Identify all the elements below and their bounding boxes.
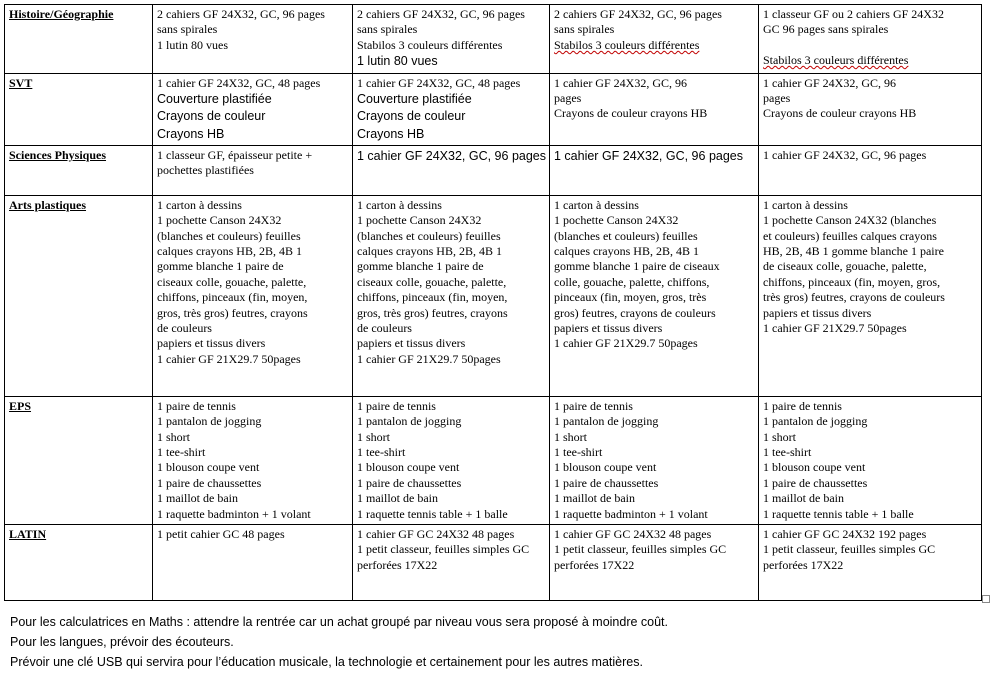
supply-line: 1 pantalon de jogging	[157, 414, 262, 429]
subject-cell: Histoire/Géographie	[5, 5, 153, 74]
supply-cell	[353, 5, 550, 74]
supply-line: 1 petit classeur, feuilles simples GC	[554, 542, 727, 557]
supply-cell	[353, 195, 550, 396]
supply-line: 1 maillot de bain	[554, 491, 635, 506]
supply-line: gomme blanche 1 paire de	[157, 259, 284, 274]
supply-cell	[550, 525, 759, 601]
table-row	[5, 5, 982, 74]
supply-line: (blanches et couleurs) feuilles	[157, 228, 301, 243]
supply-line: 1 maillot de bain	[357, 491, 438, 506]
supply-line: Couverture plastifiée	[157, 91, 272, 106]
supply-line: 2 cahiers GF 24X32, GC, 96 pages	[357, 7, 525, 21]
supply-line: 1 cahier GF 21X29.7 50pages	[157, 351, 301, 366]
supply-line: 1 cahier GF 24X32, GC, 48 pages	[357, 75, 521, 90]
supply-line: 1 petit cahier GC 48 pages	[157, 527, 285, 542]
blank-line	[763, 38, 977, 53]
supply-line: Crayons de couleur	[157, 109, 266, 124]
supply-line: 1 paire de chaussettes	[357, 475, 462, 490]
supply-line: gros) feutres, crayons de couleurs	[554, 305, 716, 320]
supply-line: perforées 17X22	[357, 557, 438, 572]
subject-cell: SVT	[5, 73, 153, 145]
supply-line: 1 cahier GF GC 24X32 48 pages	[357, 527, 515, 542]
supply-line: gros, très gros) feutres, crayons	[357, 305, 508, 320]
supply-line: (blanches et couleurs) feuilles	[357, 228, 501, 243]
supply-line: chiffons, pinceaux (fin, moyen,	[357, 290, 508, 305]
supply-line: 2 cahiers GF 24X32, GC, 96 pages	[157, 7, 325, 21]
supply-cell	[759, 145, 982, 195]
notes-block	[10, 612, 668, 672]
supply-line: 1 short	[357, 429, 390, 444]
supply-line: 1 paire de tennis	[357, 398, 436, 413]
subject-cell: EPS	[5, 396, 153, 524]
supply-line: 1 paire de tennis	[554, 398, 633, 413]
table-row	[5, 396, 982, 524]
supply-line: GC 96 pages sans spirales	[763, 22, 889, 37]
supply-line: 1 carton à dessins	[357, 197, 442, 212]
supply-cell	[353, 73, 550, 145]
supply-line: très gros) feutres, crayons de couleurs	[763, 290, 945, 305]
supply-line: sans spirales	[554, 22, 615, 37]
supply-line: 1 paire de chaussettes	[554, 475, 659, 490]
supply-line: 1 lutin 80 vues	[357, 54, 438, 69]
supply-line: papiers et tissus divers	[763, 305, 872, 320]
supply-line: Crayons HB	[157, 126, 225, 141]
supply-line: Stabilos 3 couleurs différentes	[763, 53, 909, 68]
supply-cell	[153, 396, 353, 524]
supply-line: 1 cahier GF 24X32, GC, 48 pages	[157, 75, 321, 90]
supply-cell	[153, 195, 353, 396]
supply-line: 1 raquette badminton + 1 volant	[554, 506, 708, 521]
table-row	[5, 195, 982, 396]
supply-line: 1 cahier GF GC 24X32 192 pages	[763, 527, 927, 542]
supply-cell	[153, 145, 353, 195]
supply-line: pinceaux (fin, moyen, gros, très	[554, 290, 707, 305]
supply-cell	[353, 525, 550, 601]
supply-line: colle, gouache, palette, chiffons,	[554, 274, 710, 289]
supply-line: 1 paire de tennis	[763, 398, 842, 413]
supply-line: 1 petit classeur, feuilles simples GC	[357, 542, 530, 557]
supply-line: 1 raquette tennis table + 1 balle	[763, 506, 914, 521]
supply-line: sans spirales	[157, 22, 218, 37]
supply-line: Stabilos 3 couleurs différentes	[554, 37, 700, 52]
supply-line: 1 raquette tennis table + 1 balle	[357, 506, 508, 521]
supply-line: 1 blouson coupe vent	[157, 460, 260, 475]
supply-line: 1 pochette Canson 24X32	[554, 213, 679, 228]
supply-line: 1 tee-shirt	[763, 445, 812, 460]
supply-line: 1 cahier GF 24X32, GC, 96 pages	[554, 148, 743, 163]
supply-line: 1 cahier GF 21X29.7 50pages	[357, 351, 501, 366]
supply-line: pages	[554, 90, 582, 105]
supply-cell	[153, 5, 353, 74]
note-headphones: Pour les langues, prévoir des écouteurs.	[10, 635, 234, 649]
supply-line: 1 blouson coupe vent	[554, 460, 657, 475]
supply-line: 1 maillot de bain	[157, 491, 238, 506]
supply-line: 1 carton à dessins	[763, 197, 848, 212]
note-calculators: Pour les calculatrices en Maths : attendre la rentrée car un achat groupé par niveau vous sera proposé à moindre coût.	[10, 615, 669, 629]
supply-line: Crayons de couleur crayons HB	[763, 106, 917, 121]
supply-line: 1 cahier GF 24X32, GC, 96	[554, 75, 687, 90]
supply-cell	[759, 5, 982, 74]
supply-line: 1 blouson coupe vent	[763, 460, 866, 475]
supply-line: HB, 2B, 4B 1 gomme blanche 1 paire	[763, 244, 944, 259]
supply-cell	[550, 195, 759, 396]
supply-line: 1 tee-shirt	[357, 445, 406, 460]
supply-line: gomme blanche 1 paire de	[357, 259, 484, 274]
supply-line: 1 petit classeur, feuilles simples GC	[763, 542, 936, 557]
supply-line: calques crayons HB, 2B, 4B 1	[157, 244, 302, 259]
supply-cell	[759, 195, 982, 396]
table-row	[5, 525, 982, 601]
supply-line: 1 pochette Canson 24X32	[157, 213, 282, 228]
supply-line: Crayons HB	[357, 126, 425, 141]
supply-line: chiffons, pinceaux (fin, moyen, gros,	[763, 274, 941, 289]
supply-line: 1 cahier GF 24X32, GC, 96	[763, 75, 896, 90]
supply-line: perforées 17X22	[763, 557, 844, 572]
supply-line: 1 pochette Canson 24X32	[357, 213, 482, 228]
supply-line: 1 paire de tennis	[157, 398, 236, 413]
supply-cell	[153, 73, 353, 145]
supply-line: perforées 17X22	[554, 557, 635, 572]
supply-line: 1 lutin 80 vues	[157, 37, 228, 52]
supply-line: 1 maillot de bain	[763, 491, 844, 506]
supply-line: 1 blouson coupe vent	[357, 460, 460, 475]
supply-line: 1 carton à dessins	[554, 197, 639, 212]
supply-cell	[550, 5, 759, 74]
supply-cell	[759, 396, 982, 524]
supply-line: 1 paire de chaussettes	[157, 475, 262, 490]
subject-cell: Arts plastiques	[5, 195, 153, 396]
supply-line: 1 carton à dessins	[157, 197, 242, 212]
supply-line: 1 short	[157, 429, 190, 444]
supply-line: 1 pochette Canson 24X32 (blanches	[763, 213, 937, 228]
subject-cell: Sciences Physiques	[5, 145, 153, 195]
supply-cell	[353, 145, 550, 195]
supply-line: de couleurs	[357, 321, 412, 336]
supply-line: 1 pantalon de jogging	[357, 414, 462, 429]
supply-line: 1 pantalon de jogging	[554, 414, 659, 429]
supply-line: 1 cahier GF 24X32, GC, 96 pages	[357, 148, 546, 163]
supply-line: et couleurs) feuilles calques crayons	[763, 228, 937, 243]
supply-line: calques crayons HB, 2B, 4B 1	[554, 244, 699, 259]
supply-line: de couleurs	[157, 321, 212, 336]
supply-line: Crayons de couleur crayons HB	[554, 106, 708, 121]
supply-line: 1 raquette badminton + 1 volant	[157, 506, 311, 521]
supply-line: 1 cahier GF 21X29.7 50pages	[763, 321, 907, 336]
supply-line: pochettes plastifiées	[157, 163, 254, 178]
supply-line: 1 pantalon de jogging	[763, 414, 868, 429]
supply-line: 1 short	[554, 429, 587, 444]
supply-line: 2 cahiers GF 24X32, GC, 96 pages	[554, 7, 722, 21]
supply-line: papiers et tissus divers	[157, 336, 266, 351]
supply-line: 1 cahier GF 24X32, GC, 96 pages	[763, 147, 927, 162]
supply-line: (blanches et couleurs) feuilles	[554, 228, 698, 243]
supply-line: calques crayons HB, 2B, 4B 1	[357, 244, 502, 259]
supply-line: Couverture plastifiée	[357, 91, 472, 106]
table-row	[5, 145, 982, 195]
supply-line: gomme blanche 1 paire de ciseaux	[554, 259, 720, 274]
supply-line: 1 classeur GF ou 2 cahiers GF 24X32	[763, 7, 944, 21]
supply-cell	[550, 73, 759, 145]
supply-line: 1 cahier GF 21X29.7 50pages	[554, 336, 698, 351]
supply-cell	[759, 525, 982, 601]
supply-line: 1 short	[763, 429, 796, 444]
supply-line: papiers et tissus divers	[554, 321, 663, 336]
supply-cell	[550, 396, 759, 524]
supply-line: de ciseaux colle, gouache, palette,	[763, 259, 927, 274]
subject-cell: LATIN	[5, 525, 153, 601]
table-row	[5, 73, 982, 145]
supply-cell	[153, 525, 353, 601]
supply-line: chiffons, pinceaux (fin, moyen,	[157, 290, 308, 305]
supply-line: 1 tee-shirt	[554, 445, 603, 460]
supply-line: 1 tee-shirt	[157, 445, 206, 460]
supply-line: papiers et tissus divers	[357, 336, 466, 351]
supply-line: ciseaux colle, gouache, palette,	[157, 274, 307, 289]
supply-line: pages	[763, 90, 791, 105]
table-resize-handle[interactable]	[982, 595, 990, 603]
supply-line: ciseaux colle, gouache, palette,	[357, 274, 507, 289]
supply-cell	[759, 73, 982, 145]
supply-cell	[550, 145, 759, 195]
supply-line: 1 cahier GF GC 24X32 48 pages	[554, 527, 712, 542]
supply-line: gros, très gros) feutres, crayons	[157, 305, 308, 320]
supply-line: 1 paire de chaussettes	[763, 475, 868, 490]
supply-line: 1 classeur GF, épaisseur petite +	[157, 147, 313, 162]
note-usb-key: Prévoir une clé USB qui servira pour l’éducation musicale, la technologie et certainement pour les autres matières.	[10, 655, 643, 669]
supply-line: sans spirales	[357, 22, 418, 37]
supplies-table	[4, 4, 982, 601]
supply-line: Stabilos 3 couleurs différentes	[357, 37, 503, 52]
supply-cell	[353, 396, 550, 524]
supply-line: Crayons de couleur	[357, 109, 466, 124]
